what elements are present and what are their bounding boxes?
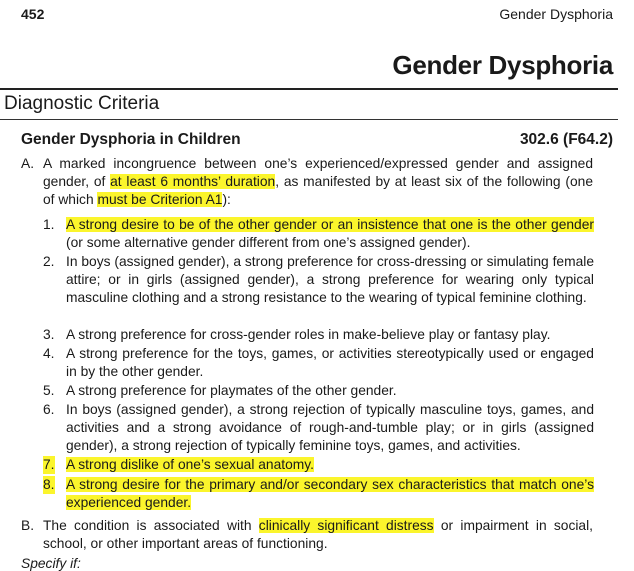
criterion-b-text (43, 517, 593, 553)
item-text-rest: (or some alternative gender different from one’s assigned gender). (66, 235, 471, 250)
criterion-b-text-1: The condition is associated with (43, 518, 259, 533)
diagnostic-code: 302.6 (F64.2) (519, 131, 613, 148)
running-header (21, 6, 613, 26)
criterion-a-text-1: A marked incongruence between one’s experienced/expressed gender and assigned gender, of (43, 156, 593, 189)
criterion-a-text-3: ): (222, 192, 231, 207)
item-number: 8. (43, 477, 55, 492)
list-item (43, 456, 594, 474)
criterion-b (21, 517, 593, 553)
item-text: A strong preference for the toys, games, or activities stereotypically used or engaged in by the other gender. (66, 346, 594, 379)
highlight-item-1: A strong desire to be of the other gender or an insistence that one is the other gender (66, 217, 594, 232)
item-text (66, 476, 594, 512)
item-text: In boys (assigned gender), a strong rejection of typically masculine toys, games, and activities and a strong avoidance of rough-and-tumble play; or in girls (assigned gender), a strong rejection of typically feminine toys, games, and activities. (66, 402, 594, 453)
list-item (43, 476, 594, 512)
list-item (43, 345, 594, 381)
item-number: 4. (43, 346, 55, 361)
item-number: 1. (43, 217, 55, 232)
highlight-distress: clinically significant distress (258, 518, 434, 533)
item-number: 3. (43, 327, 55, 342)
subsection-heading (21, 131, 613, 149)
list-item (43, 401, 594, 455)
running-title: Gender Dysphoria (499, 6, 613, 22)
item-text (66, 456, 594, 474)
list-item (43, 253, 594, 307)
criterion-a-text (43, 155, 593, 209)
highlight-item-7: A strong dislike of one’s sexual anatomy. (66, 457, 314, 472)
subsection-title: Gender Dysphoria in Children (21, 131, 241, 148)
item-number: 6. (43, 402, 55, 417)
criterion-b-label: B. (21, 518, 35, 533)
page-number: 452 (21, 6, 45, 22)
item-text: A strong preference for cross-gender roles in make-believe play or fantasy play. (66, 327, 551, 342)
specify-label: Specify if: (21, 556, 81, 571)
highlight-duration: at least 6 months’ duration (110, 174, 276, 189)
list-item (43, 326, 594, 344)
highlight-item-8: A strong desire for the primary and/or secondary sex characteristics that match one’s experienced gender. (66, 477, 594, 510)
list-item (43, 382, 594, 400)
list-item (43, 216, 594, 252)
item-number: 5. (43, 383, 55, 398)
item-text: In boys (assigned gender), a strong preference for cross-dressing or simulating female attire; or in girls (assigned gender), a strong preference for wearing only typical masculine clothing and a strong resistance to the wearing of typical feminine clothing. (66, 254, 594, 305)
item-number: 7. (43, 457, 55, 472)
chapter-title: Gender Dysphoria (392, 50, 613, 80)
criterion-b-text-2: or impairment in social, school, or other important areas of functioning. (43, 518, 594, 551)
section-title: Diagnostic Criteria (4, 93, 160, 114)
highlight-criterion-a1: must be Criterion A1 (97, 192, 223, 207)
criterion-a-text-2: , as manifested by at least six of the following (one of which (43, 174, 593, 207)
criterion-a (21, 155, 593, 209)
criterion-a-label: A. (21, 156, 35, 171)
title-rule (0, 88, 618, 90)
section-rule (0, 119, 618, 120)
item-text: A strong preference for playmates of the other gender. (66, 383, 397, 398)
item-number: 2. (43, 254, 55, 269)
item-text (66, 216, 594, 252)
